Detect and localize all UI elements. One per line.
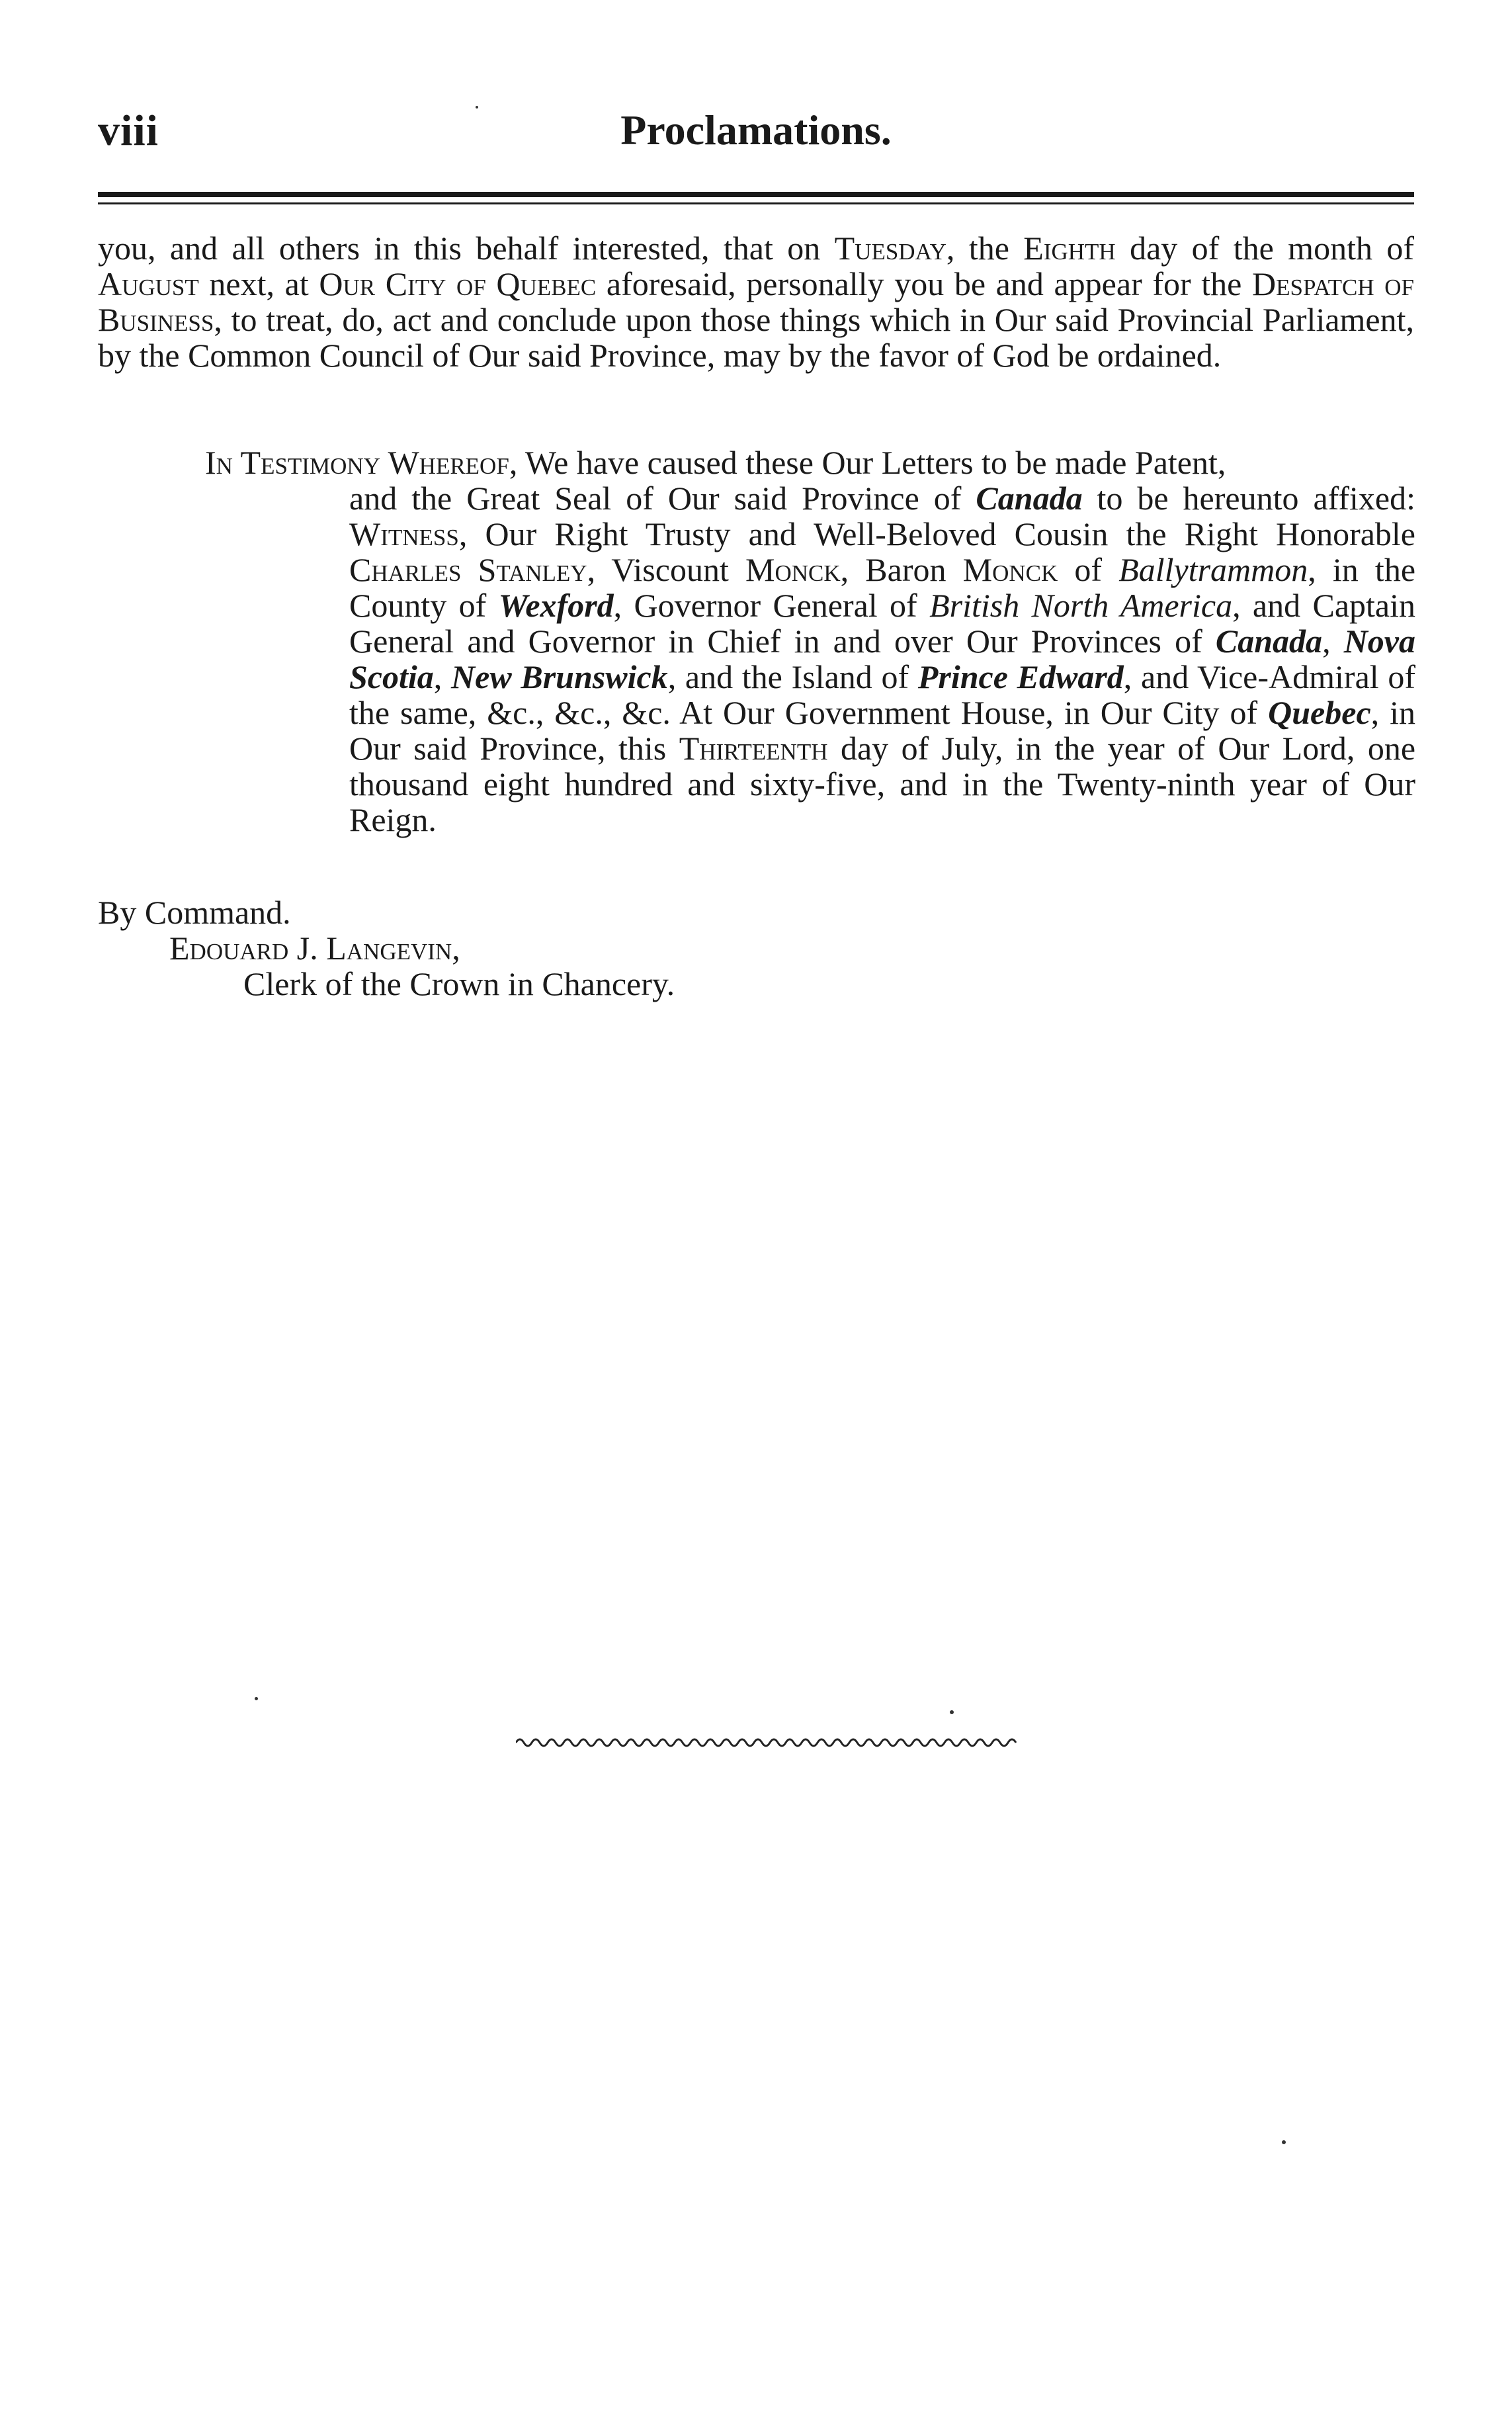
signatory-name: [169, 930, 460, 966]
text-run: of: [1074, 551, 1103, 588]
text-run: Charles Stanley: [349, 551, 587, 588]
testimony-body: [349, 480, 1415, 838]
text-run: August: [98, 265, 199, 302]
text-run: Wexford: [498, 587, 614, 624]
text-run: , Baron: [840, 551, 946, 588]
text-run: Witness: [349, 515, 459, 552]
testimony-paragraph: [205, 445, 1415, 838]
text-run: , We have caused these Our Letters to be made Patent,: [509, 444, 1226, 481]
text-run: , in the County of: [349, 551, 1416, 624]
text-run: and the Great Seal of Our said Province of: [349, 480, 962, 517]
text-run: Quebec: [1268, 694, 1371, 731]
print-speck: [255, 1697, 258, 1700]
text-run: Ballytrammon: [1118, 551, 1308, 588]
text-run: , and Captain General and Governor in Chief in and over Our Provinces of: [349, 587, 1415, 660]
text-run: , Governor General of: [613, 587, 917, 624]
text-run: , Viscount: [587, 551, 729, 588]
text-run: , and the Island of: [667, 658, 909, 695]
text-run: to be hereunto affixed:: [1097, 480, 1416, 517]
text-run: , to treat, do, act and conclude upon those things which in Our said Provincial Parliament, by the Common Council of Our said Province, may by the favor of God be ordained.: [98, 301, 1414, 374]
text-run: Tuesday: [834, 230, 946, 267]
text-run: Monck: [962, 551, 1058, 588]
text-run: aforesaid, personally you be and appear for the: [606, 265, 1242, 302]
text-run: you, and all others in this behalf interested, that on: [98, 230, 821, 267]
text-run: Our City of Quebec: [319, 265, 597, 302]
print-speck: [950, 1710, 954, 1714]
print-speck: [476, 106, 478, 109]
text-run: , Our Right Trusty and Well-Beloved Cousin the Right Honorable: [458, 515, 1415, 552]
text-run: Edouard: [169, 930, 289, 967]
text-run: Eighth: [1023, 230, 1116, 267]
header-rule-thick: [98, 192, 1414, 197]
text-run: , and Vice-Admiral of the same, &c., &c., &c. At Our Government House, in Our City of: [349, 658, 1416, 731]
text-run: British North America: [929, 587, 1233, 624]
page-folio: viii: [98, 107, 159, 155]
text-run: Monck: [745, 551, 841, 588]
text-run: , the: [946, 230, 1009, 267]
text-run: , in Our said Province, this: [349, 694, 1415, 767]
header-rule-thin: [98, 202, 1414, 204]
text-run: New Brunswick: [451, 658, 668, 695]
text-run: Canada: [976, 480, 1083, 517]
testimony-first-line: [205, 445, 1415, 480]
text-run: Despatch of Business: [98, 265, 1415, 338]
text-run: Canada: [1215, 623, 1323, 660]
text-run: ,: [433, 658, 442, 695]
opening-paragraph: [98, 230, 1414, 373]
wavy-ornament: [516, 1728, 1025, 1755]
text-run: day of July, in the year of Our Lord, one thousand eight hundred and sixty-five, and in the Twenty-ninth year of Our Reign.: [349, 730, 1416, 838]
text-run: ,: [1322, 623, 1331, 660]
text-run: J. Langevin,: [296, 930, 460, 967]
by-command-line: By Command.: [98, 894, 291, 931]
text-run: next, at: [209, 265, 309, 302]
print-speck: [1282, 2140, 1286, 2144]
text-run: Prince Edward: [917, 658, 1124, 695]
text-run: Thirteenth: [679, 730, 828, 767]
text-run: day of the month of: [1130, 230, 1415, 267]
signatory-title: Clerk of the Crown in Chancery.: [243, 965, 675, 1002]
text-run: Nova Scotia: [349, 623, 1415, 695]
running-head-title: Proclamations.: [620, 107, 892, 153]
text-run: In Testimony Whereof: [205, 444, 509, 481]
